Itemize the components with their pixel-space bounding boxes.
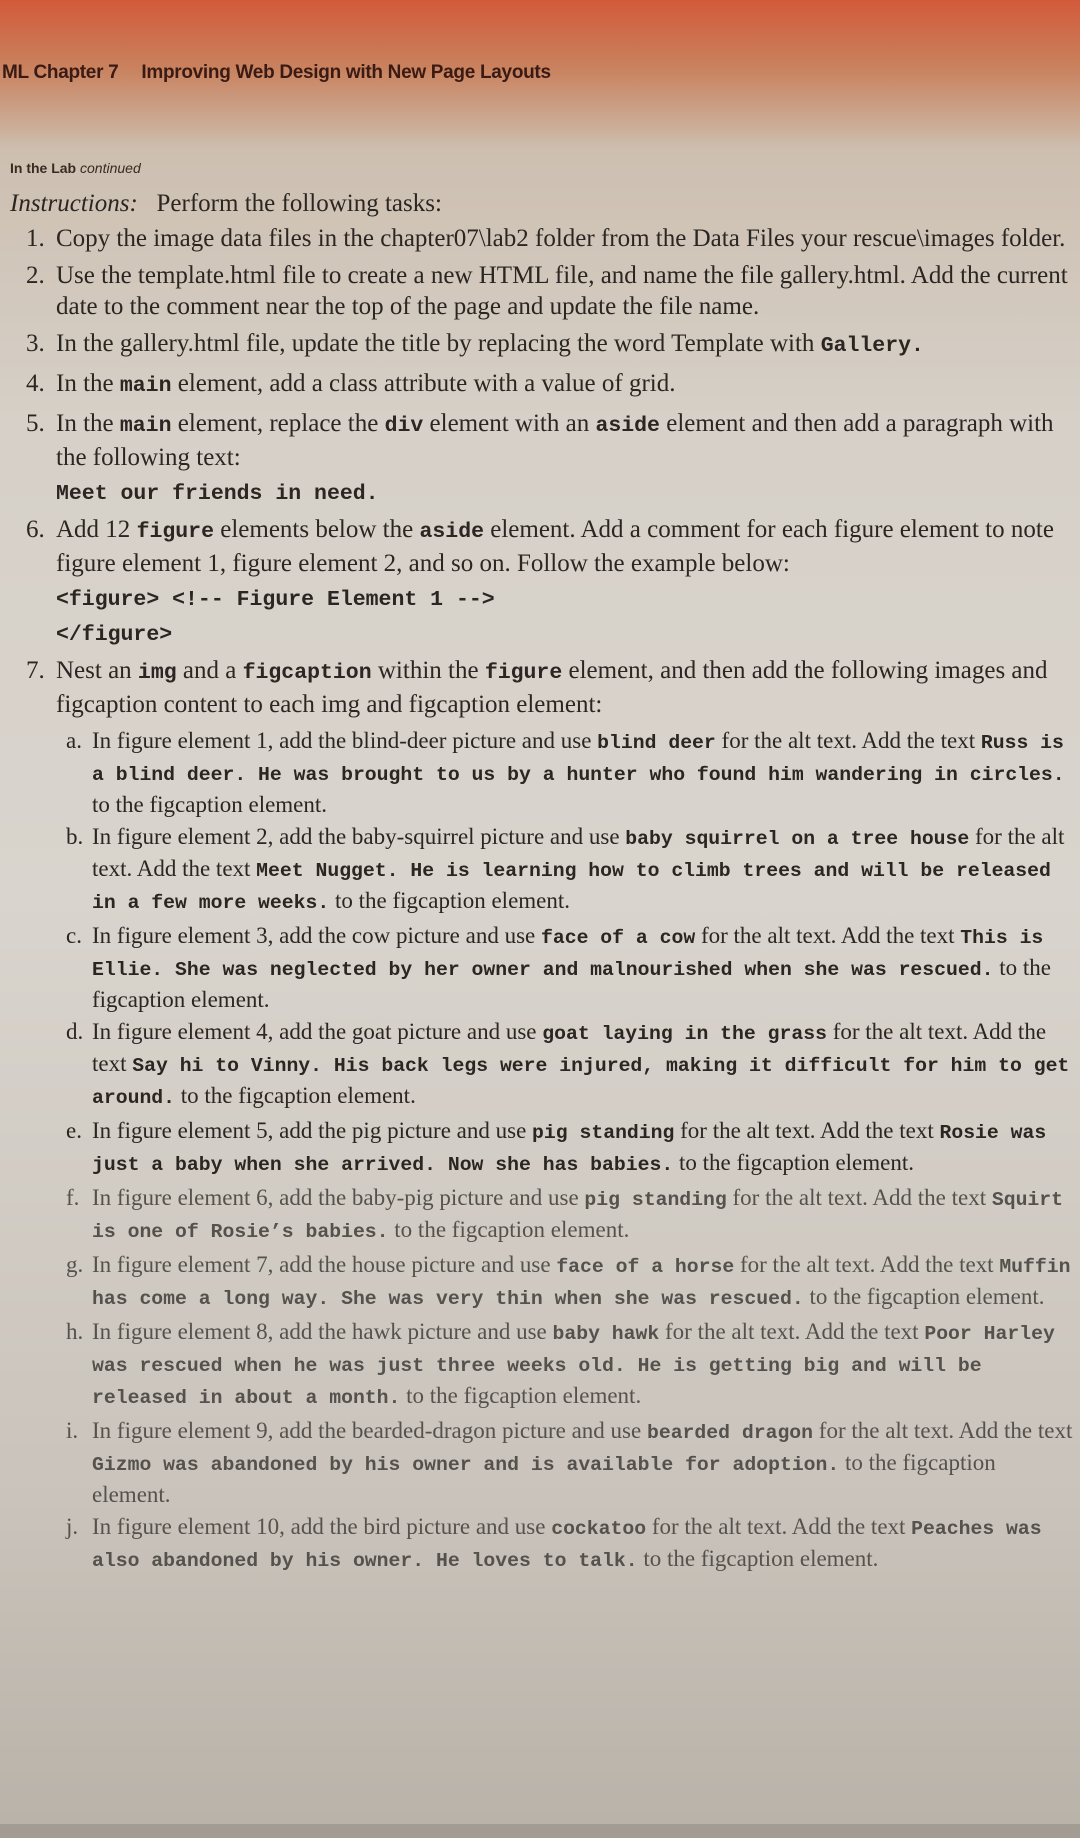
code-line: Meet our friends in need. xyxy=(56,482,379,506)
step-number: 4. xyxy=(26,370,45,397)
alt-text: baby squirrel on a tree house xyxy=(625,828,970,850)
step-text: In the gallery.html file, update the title by replacing the word Template with xyxy=(56,330,821,357)
substep-text: for the alt text. Add the text xyxy=(726,1185,992,1210)
alt-text: cockatoo xyxy=(551,1518,647,1540)
step-number: 1. xyxy=(26,225,45,252)
step-text: element, replace the xyxy=(171,410,385,437)
step-text: Nest an xyxy=(56,657,138,684)
section-tag-label: In the Lab xyxy=(10,160,77,176)
substep-text: In figure element 3, add the cow picture and use xyxy=(92,923,541,948)
instructions-heading xyxy=(10,188,1078,219)
step-code: img xyxy=(137,661,177,685)
substep-text: for the alt text. Add the text xyxy=(92,1019,1047,1076)
step-5 xyxy=(10,408,1078,473)
step-4 xyxy=(10,368,1078,402)
step-7 xyxy=(10,655,1078,720)
substep-text: to the figcaption element. xyxy=(400,1383,642,1408)
caption-text: Rosie was just a baby when she arrived. Now she has babies. xyxy=(92,1122,1047,1176)
substep-text: In figure element 7, add the house picture and use xyxy=(92,1252,557,1277)
caption-text: Gizmo was abandoned by his owner and is available for adoption. xyxy=(92,1454,840,1476)
alt-text: pig standing xyxy=(532,1122,675,1144)
substep-text: In figure element 4, add the goat picture and use xyxy=(92,1019,543,1044)
step-text: In the xyxy=(56,410,120,437)
page-bottom-edge xyxy=(0,1824,1080,1838)
step-number: 3. xyxy=(26,330,45,357)
chapter-number: ML Chapter 7 xyxy=(2,62,119,83)
substep-text: for the alt text. Add the text xyxy=(695,923,961,948)
substep-letter: e. xyxy=(66,1118,82,1143)
step-number: 5. xyxy=(26,410,45,437)
substep-h xyxy=(10,1317,1078,1413)
substep-text: In figure element 1, add the blind-deer picture and use xyxy=(92,728,598,753)
step-text: element and then add a paragraph with the following text: xyxy=(56,410,1054,471)
alt-text: face of a horse xyxy=(556,1256,735,1278)
substep-d xyxy=(10,1017,1078,1113)
step-code: aside xyxy=(419,520,484,544)
substep-letter: f. xyxy=(66,1185,80,1210)
substep-letter: c. xyxy=(66,923,82,948)
substep-g xyxy=(10,1250,1078,1314)
substep-text: for the alt text. Add the text xyxy=(92,824,1065,881)
step-text: elements below the xyxy=(213,516,420,543)
substep-text: to the figcaption element. xyxy=(329,888,571,913)
alt-text: goat laying in the grass xyxy=(542,1023,827,1045)
step-code: main xyxy=(119,414,172,438)
step-text: element, and then add the following images and figcaption content to each img and figcaption element: xyxy=(56,657,1048,718)
substep-text: to the figcaption element. xyxy=(175,1083,416,1108)
step-text: element. Add a comment for each figure element to note figure element 1, figure element 2, and so on. Follow the example below: xyxy=(56,516,1054,577)
substep-text: for the alt text. Add the text xyxy=(715,728,981,753)
step-code: main xyxy=(119,374,172,398)
substep-i xyxy=(10,1416,1078,1509)
substep-f xyxy=(10,1183,1078,1247)
step-3 xyxy=(10,328,1078,362)
substep-text: In figure element 6, add the baby-pig picture and use xyxy=(92,1185,585,1210)
substep-text: In figure element 10, add the bird picture and use xyxy=(92,1514,552,1539)
alt-text: baby hawk xyxy=(552,1323,660,1345)
instructions-label: Instructions: xyxy=(10,190,138,217)
step-code: figure xyxy=(484,661,563,685)
instructions-text: Perform the following tasks: xyxy=(156,190,442,217)
substep-c xyxy=(10,921,1078,1014)
step-text: element with an xyxy=(423,410,596,437)
page-header xyxy=(0,62,551,84)
caption-text: Poor Harley was rescued when he was just three weeks old. He is getting big and will be released in about a month. xyxy=(92,1323,1055,1409)
step-2 xyxy=(10,260,1078,322)
substep-text: to the figcaption element. xyxy=(637,1546,879,1571)
caption-text: Say hi to Vinny. His back legs were injured, making it difficult for him to get around. xyxy=(92,1055,1070,1109)
step-text: within the xyxy=(371,657,485,684)
substep-text: for the alt text. Add the text xyxy=(734,1252,1000,1277)
substep-text: In figure element 5, add the pig picture and use xyxy=(92,1118,533,1143)
step-code: div xyxy=(384,414,424,438)
alt-text: pig standing xyxy=(584,1189,727,1211)
caption-text: Russ is a blind deer. He was brought to us by a hunter who found him wandering in circles. xyxy=(92,732,1065,786)
substep-text: In figure element 2, add the baby-squirrel picture and use xyxy=(92,824,626,849)
substep-text: to the figcaption element. xyxy=(803,1284,1045,1309)
caption-text: Meet Nugget. He is learning how to climb trees and will be released in a few more weeks. xyxy=(92,860,1051,914)
substep-text: to the figcaption element. xyxy=(92,792,328,817)
step-number: 7. xyxy=(26,657,45,684)
step-text: Add 12 xyxy=(56,516,137,543)
instructions-block xyxy=(10,188,1078,1579)
substep-text: In figure element 9, add the bearded-dragon picture and use xyxy=(92,1418,647,1443)
caption-text: Squirt is one of Rosie’s babies. xyxy=(92,1189,1064,1243)
step-number: 6. xyxy=(26,516,45,543)
step-code: figure xyxy=(136,520,214,544)
section-tag-continued: continued xyxy=(80,160,141,176)
substep-a xyxy=(10,726,1078,819)
caption-text: Peaches was also abandoned by his owner. He loves to talk. xyxy=(92,1518,1042,1572)
substep-text: to the figcaption element. xyxy=(673,1150,914,1175)
substep-j xyxy=(10,1512,1078,1576)
section-tag xyxy=(10,160,141,176)
step-number: 2. xyxy=(26,262,45,289)
step-text: In the xyxy=(56,370,120,397)
substep-letter: b. xyxy=(66,824,84,849)
substep-letter: i. xyxy=(66,1418,79,1443)
substep-letter: h. xyxy=(66,1319,84,1344)
chapter-title: Improving Web Design with New Page Layouts xyxy=(141,62,551,83)
substep-letter: g. xyxy=(66,1252,84,1277)
caption-text: This is Ellie. She was neglected by her owner and malnourished when she was rescued. xyxy=(92,927,1044,981)
substep-text: to the figcaption element. xyxy=(388,1217,630,1242)
substep-b xyxy=(10,822,1078,918)
substep-text: for the alt text. Add the text xyxy=(674,1118,940,1143)
substep-e xyxy=(10,1116,1078,1180)
substep-text: for the alt text. Add the text xyxy=(659,1319,925,1344)
substep-text: for the alt text. Add the text xyxy=(646,1514,912,1539)
substep-text: to the figcaption element. xyxy=(92,955,1051,1012)
code-line: </figure> xyxy=(56,623,173,647)
alt-text: blind deer xyxy=(597,732,716,754)
substep-letter: d. xyxy=(66,1019,84,1044)
caption-text: Muffin has come a long way. She was very thin when she was rescued. xyxy=(92,1256,1071,1310)
step-text: and a xyxy=(176,657,243,684)
substep-text: to the figcaption element. xyxy=(92,1450,996,1507)
step-code: aside xyxy=(595,414,660,438)
alt-text: face of a cow xyxy=(540,927,696,949)
substep-letter: j. xyxy=(66,1514,79,1539)
substep-letter: a. xyxy=(66,728,82,753)
substep-text: for the alt text. Add the text xyxy=(813,1418,1073,1443)
step-text: Copy the image data files in the chapter07\lab2 folder from the Data Files your rescue\images folder. xyxy=(56,225,1066,252)
step-6 xyxy=(10,514,1078,579)
step-1 xyxy=(10,223,1078,254)
step-code: Gallery. xyxy=(820,334,924,358)
step-text: element, add a class attribute with a value of grid. xyxy=(171,370,676,397)
alt-text: bearded dragon xyxy=(646,1422,814,1444)
step-code: figcaption xyxy=(242,661,372,685)
step-text: Use the template.html file to create a new HTML file, and name the file gallery.html. Add the current date to the comment near the top of the page and update the file name. xyxy=(56,262,1068,320)
substep-text: In figure element 8, add the hawk picture and use xyxy=(92,1319,553,1344)
code-line: <figure> <!-- Figure Element 1 --> xyxy=(56,588,495,612)
